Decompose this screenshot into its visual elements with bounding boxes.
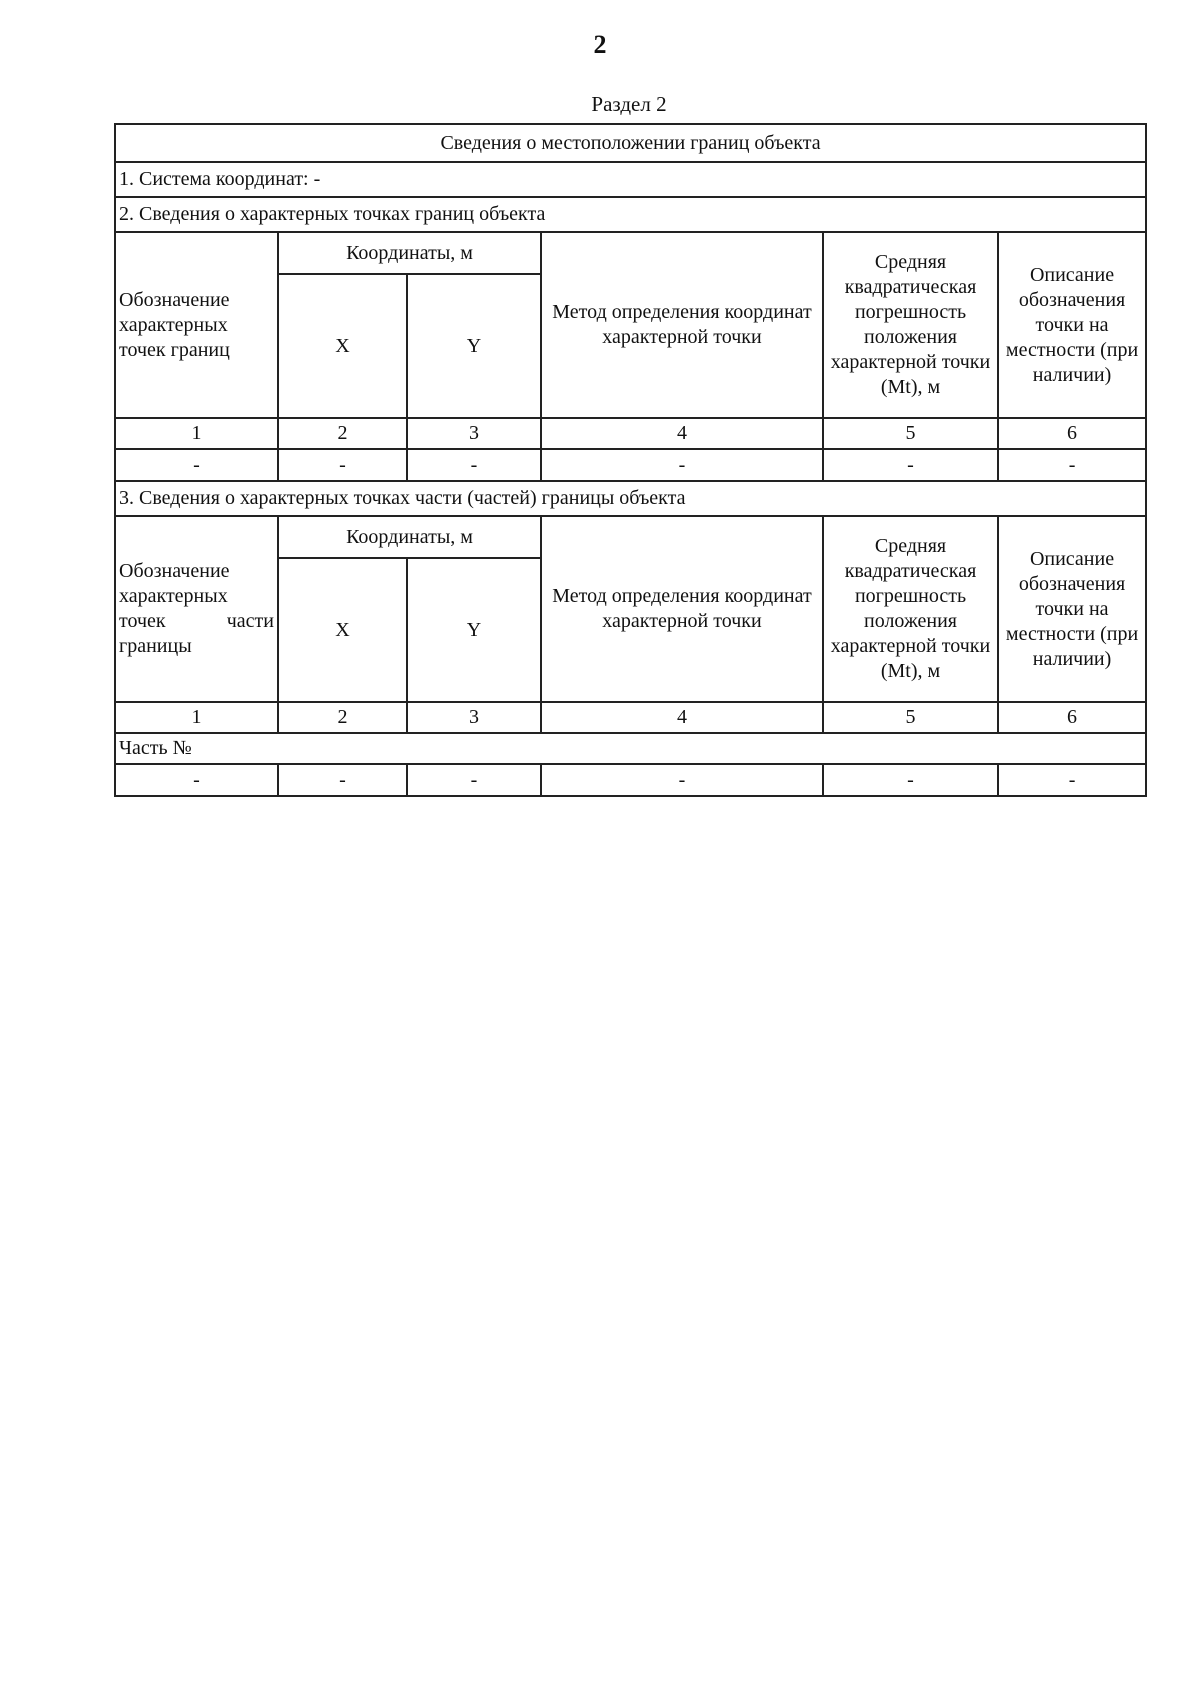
- part2-data-cell: -: [278, 449, 407, 481]
- part2-number-cell: 2: [278, 418, 407, 449]
- part3-number-cell: 3: [407, 702, 541, 733]
- part2-x-header: X: [278, 274, 407, 418]
- part3-y-header: Y: [407, 558, 541, 702]
- part3-method-header: Метод определения координат характерной точки: [541, 516, 823, 702]
- part3-description-header: Описание обозначения точки на местности (при наличии): [998, 516, 1146, 702]
- coordinate-system: 1. Система координат: -: [115, 162, 1146, 197]
- table-title: Сведения о местоположении границ объекта: [115, 124, 1146, 162]
- part2-data-cell: -: [407, 449, 541, 481]
- part2-data-cell: -: [998, 449, 1146, 481]
- part2-number-cell: 1: [115, 418, 278, 449]
- part2-description-header: Описание обозначения точки на местности (при наличии): [998, 232, 1146, 418]
- part2-col1-header: Обозначение характерных точек границ: [115, 232, 278, 418]
- part3-data-cell: -: [115, 764, 278, 796]
- part3-number-cell: 6: [998, 702, 1146, 733]
- boundary-table: [114, 123, 1147, 797]
- part3-part-label: Часть №: [115, 733, 1146, 764]
- part2-number-cell: 4: [541, 418, 823, 449]
- part3-x-header: X: [278, 558, 407, 702]
- part3-col1-line: границы: [119, 635, 192, 657]
- part2-data-cell: -: [115, 449, 278, 481]
- section-title: Раздел 2: [591, 92, 667, 116]
- part3-data-cell: -: [541, 764, 823, 796]
- part3-coords-header: Координаты, м: [278, 516, 541, 558]
- part3-number-cell: 2: [278, 702, 407, 733]
- part3-number-cell: 4: [541, 702, 823, 733]
- part2-heading: 2. Сведения о характерных точках границ объекта: [115, 197, 1146, 232]
- part3-error-header: Средняя квадратическая погрешность положения характерной точки (Mt), м: [823, 516, 998, 702]
- part2-error-header: Средняя квадратическая погрешность положения характерной точки (Mt), м: [823, 232, 998, 418]
- part2-number-cell: 5: [823, 418, 998, 449]
- part2-number-cell: 3: [407, 418, 541, 449]
- part2-number-cell: 6: [998, 418, 1146, 449]
- part2-data-cell: -: [823, 449, 998, 481]
- part3-col1-header: [115, 516, 278, 702]
- part3-data-cell: -: [407, 764, 541, 796]
- page-number: 2: [593, 30, 607, 59]
- part2-y-header: Y: [407, 274, 541, 418]
- part3-data-cell: -: [278, 764, 407, 796]
- part3-data-cell: -: [823, 764, 998, 796]
- part3-number-cell: 5: [823, 702, 998, 733]
- part2-data-cell: -: [541, 449, 823, 481]
- part3-data-cell: -: [998, 764, 1146, 796]
- part3-col1-line: Обозначение: [119, 560, 230, 582]
- part3-col1-line: точек части: [119, 610, 274, 632]
- part2-coords-header: Координаты, м: [278, 232, 541, 274]
- part3-heading: 3. Сведения о характерных точках части (частей) границы объекта: [115, 481, 1146, 516]
- part2-method-header: Метод определения координат характерной точки: [541, 232, 823, 418]
- part3-col1-line: характерных: [119, 585, 228, 607]
- part3-number-cell: 1: [115, 702, 278, 733]
